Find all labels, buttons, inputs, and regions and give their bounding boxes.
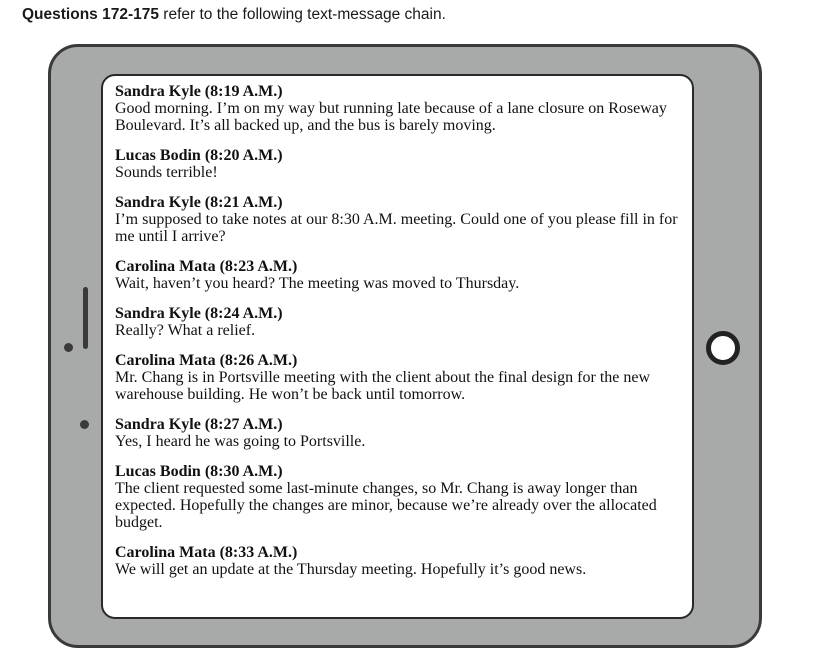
message-sender: Lucas Bodin (8:30 A.M.) xyxy=(115,463,283,480)
message-text: Wait, haven’t you heard? The meeting was moved to Thursday. xyxy=(115,275,520,292)
message-sender: Sandra Kyle (8:19 A.M.) xyxy=(115,83,283,100)
message-text: Good morning. I’m on my way but running late because of a lane closure on Roseway Boulevard. It’s all backed up, and the bus is barely moving. xyxy=(115,100,667,134)
message-sender: Lucas Bodin (8:20 A.M.) xyxy=(115,147,283,164)
message-screen xyxy=(101,74,694,619)
message-sender: Sandra Kyle (8:27 A.M.) xyxy=(115,416,283,433)
message xyxy=(115,416,692,450)
message xyxy=(115,194,692,245)
message-sender: Sandra Kyle (8:21 A.M.) xyxy=(115,194,283,211)
question-instructions: refer to the following text-message chain. xyxy=(163,6,446,23)
message-text: Sounds terrible! xyxy=(115,164,218,181)
message xyxy=(115,544,692,578)
message-sender: Carolina Mata (8:26 A.M.) xyxy=(115,352,298,369)
message xyxy=(115,258,692,292)
message-text: I’m supposed to take notes at our 8:30 A.M. meeting. Could one of you please fill in for me until I arrive? xyxy=(115,211,678,245)
message-text: The client requested some last-minute changes, so Mr. Chang is away longer than expected. Hopefully the changes are minor, because we’re already over the allocated budget. xyxy=(115,480,657,531)
camera-dot-icon xyxy=(64,343,73,352)
message xyxy=(115,305,692,339)
side-slot-icon xyxy=(83,287,88,349)
message-text: Mr. Chang is in Portsville meeting with the client about the final design for the new warehouse building. He won’t be back until tomorrow. xyxy=(115,369,651,403)
message xyxy=(115,83,692,134)
question-range: Questions 172-175 xyxy=(22,6,159,23)
home-button-icon xyxy=(706,331,740,365)
message-text: We will get an update at the Thursday meeting. Hopefully it’s good news. xyxy=(115,561,587,578)
message-sender: Sandra Kyle (8:24 A.M.) xyxy=(115,305,283,322)
message-text: Really? What a relief. xyxy=(115,322,256,339)
sensor-dot-icon xyxy=(80,420,89,429)
message xyxy=(115,147,692,181)
message-sender: Carolina Mata (8:23 A.M.) xyxy=(115,258,298,275)
message-sender: Carolina Mata (8:33 A.M.) xyxy=(115,544,298,561)
message-text: Yes, I heard he was going to Portsville. xyxy=(115,433,366,450)
question-header xyxy=(22,6,446,24)
message xyxy=(115,352,692,403)
message xyxy=(115,463,692,531)
